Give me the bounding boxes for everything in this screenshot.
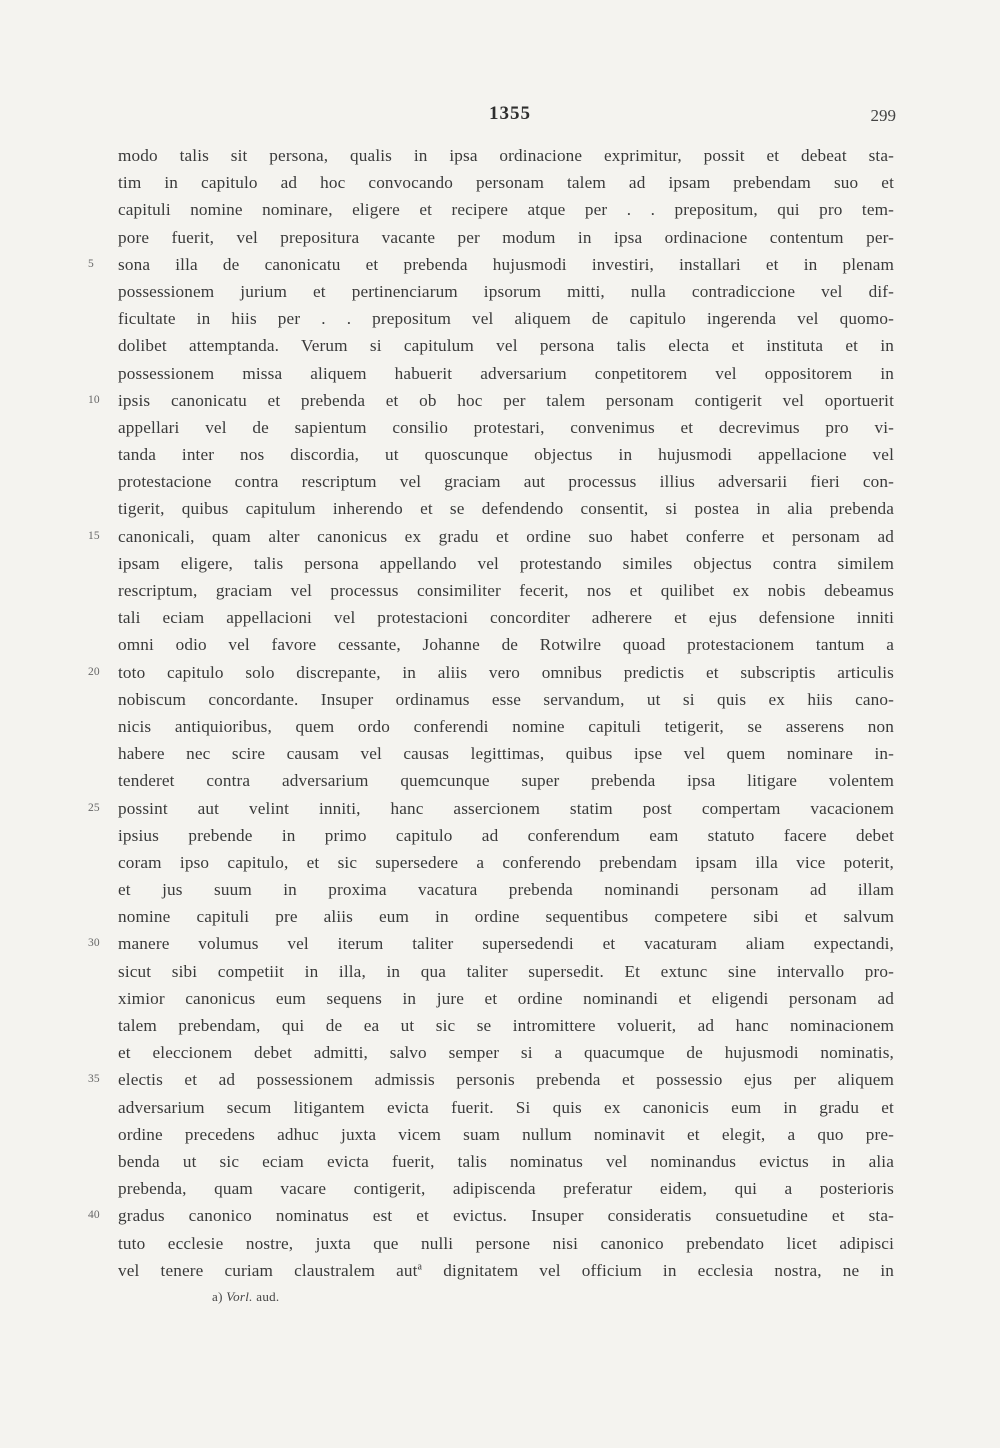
- text-line: 5 sona illa de canonicatu et prebenda hujusmodi investiri, installari et in plenam: [118, 251, 894, 278]
- text-line: talem prebendam, qui de ea ut sic se intromittere voluerit, ad hanc nominacionem: [118, 1016, 894, 1035]
- footnote-source-abbrev: Vorl.: [226, 1289, 253, 1304]
- text-line: tim in capitulo ad hoc convocando personam talem ad ipsam prebendam suo et: [118, 173, 894, 193]
- line-number: 35: [88, 1073, 100, 1086]
- text-line: 40 gradus canonico nominatus est et evictus. Insuper consideratis consuetudine et sta-: [118, 1202, 894, 1229]
- text-line: pore fuerit, vel prepositura vacante per modum in ipsa ordinacione contentum per-: [118, 227, 894, 247]
- text-line: adversarium secum litigantem evicta fuerit. Si quis ex canonicis eum in gradu et: [118, 1097, 894, 1117]
- text-line: tanda inter nos discordia, ut quoscunque objectus in hujusmodi appellacione vel: [118, 445, 894, 465]
- text-line: benda ut sic eciam evicta fuerit, talis nominatus vel nominandus evictus in alia: [118, 1151, 894, 1171]
- text-line: 30 manere volumus vel iterum taliter supersedendi et vacaturam aliam expectandi,: [118, 930, 894, 957]
- text-line: tuto ecclesie nostre, juxta que nulli persone nisi canonico prebendato licet adipisci: [118, 1233, 894, 1253]
- text-line: ipsius prebende in primo capitulo ad conferendum eam statuto facere debet: [118, 825, 894, 845]
- text-line: et eleccionem debet admitti, salvo semper si a quacumque de hujusmodi nominatis,: [118, 1043, 894, 1063]
- text-line: ordine precedens adhuc juxta vicem suam nullum nominavit et elegit, a quo pre-: [118, 1124, 894, 1144]
- text-line: rescriptum, graciam vel processus consimiliter fecerit, nos et quilibet ex nobis debeamus: [118, 581, 894, 600]
- text-line: 35 electis et ad possessionem admissis personis prebenda et possessio ejus per aliquem: [118, 1066, 894, 1093]
- text-line: nicis antiquioribus, quem ordo conferendi nomine capituli tetigerit, se asserens non: [118, 716, 894, 736]
- body-text: [88, 142, 894, 1284]
- line-number: 30: [88, 937, 100, 950]
- text-line: modo talis sit persona, qualis in ipsa ordinacione exprimitur, possit et debeat sta-: [118, 146, 894, 165]
- line-number: 25: [88, 801, 100, 814]
- text-line: prebenda, quam vacare contigerit, adipiscenda preferatur eidem, qui a posterioris: [118, 1179, 894, 1199]
- text-line: possessionem jurium et pertinenciarum ipsorum mitti, nulla contradiccione vel dif-: [118, 281, 894, 301]
- text-line: protestacione contra rescriptum vel graciam aut processus illius adversarii fieri con-: [118, 472, 894, 492]
- text-line: tenderet contra adversarium quemcunque super prebenda ipsa litigare volentem: [118, 771, 894, 791]
- text-line: et jus suum in proxima vacatura prebenda nominandi personam ad illam: [118, 880, 894, 900]
- text-line: 25 possint aut velint inniti, hanc assercionem statim post compertam vacacionem: [118, 795, 894, 822]
- text-line: 10 ipsis canonicatu et prebenda et ob hoc per talem personam contigerit vel oportuerit: [118, 387, 894, 414]
- line-number: 10: [88, 393, 100, 406]
- line-number: 20: [88, 665, 100, 678]
- footnote-text: aud.: [256, 1289, 280, 1304]
- text-line: coram ipso capitulo, et sic supersedere a conferendo prebendam ipsam illa vice poterit,: [118, 852, 894, 872]
- text-line: 15 canonicali, quam alter canonicus ex gradu et ordine suo habet conferre et personam ad: [118, 523, 894, 550]
- page-header-year: 1355: [489, 103, 531, 124]
- footnote: [212, 1289, 279, 1305]
- text-line: sicut sibi competiit in illa, in qua taliter supersedit. Et extunc sine intervallo pro-: [118, 961, 894, 981]
- line-number: 15: [88, 529, 100, 542]
- footnote-marker: a): [212, 1289, 223, 1304]
- text-line: appellari vel de sapientum consilio protestari, convenimus et decrevimus pro vi-: [118, 417, 894, 437]
- page-number: 299: [870, 106, 896, 125]
- line-number: 5: [88, 257, 94, 270]
- text-line: capituli nomine nominare, eligere et recipere atque per . . prepositum, qui pro tem-: [118, 200, 894, 220]
- footnote-reference: a: [417, 1260, 423, 1272]
- text-line: ximior canonicus eum sequens in jure et ordine nominandi et eligendi personam ad: [118, 988, 894, 1008]
- text-line: vel tenere curiam claustralem aut$^a$ dignitatem vel officium in ecclesia nostra, ne in: [118, 1260, 894, 1280]
- text-line: possessionem missa aliquem habuerit adversarium conpetitorem vel oppositorem in: [118, 363, 894, 383]
- text-line: dolibet attemptanda. Verum si capitulum vel persona talis electa et instituta et in: [118, 336, 894, 356]
- text-line: ficultate in hiis per . . prepositum vel aliquem de capitulo ingerenda vel quomo-: [118, 309, 894, 329]
- text-line: 20 toto capitulo solo discrepante, in aliis vero omnibus predictis et subscriptis articulis: [118, 659, 894, 686]
- text-line: ipsam eligere, talis persona appellando vel protestando similes objectus contra similem: [118, 553, 894, 573]
- text-line: omni odio vel favore cessante, Johanne de Rotwilre quoad protestacionem tantum a: [118, 635, 894, 655]
- text-line: tigerit, quibus capitulum inherendo et se defendendo consentit, si postea in alia prebenda: [118, 499, 894, 519]
- text-line: nomine capituli pre aliis eum in ordine sequentibus competere sibi et salvum: [118, 907, 894, 927]
- text-line: nobiscum concordante. Insuper ordinamus esse servandum, ut si quis ex hiis cano-: [118, 689, 894, 709]
- text-line: habere nec scire causam vel causas legittimas, quibus ipse vel quem nominare in-: [118, 744, 894, 764]
- text-line: tali eciam appellacioni vel protestacioni concorditer adherere et ejus defensione inniti: [118, 608, 894, 628]
- line-number: 40: [88, 1209, 100, 1222]
